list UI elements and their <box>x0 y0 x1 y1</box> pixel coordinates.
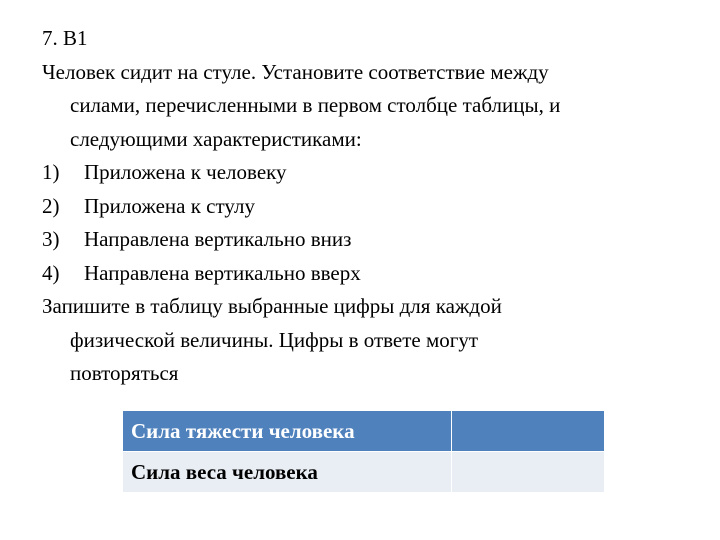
table-row <box>123 452 605 493</box>
option-number: 1) <box>42 160 60 184</box>
option-text: Направлена вертикально вверх <box>84 260 361 285</box>
intro-line: следующими характеристиками: <box>70 126 362 151</box>
intro-line: силами, перечисленными в первом столбце таблицы, и <box>70 93 561 117</box>
option-text: Приложена к человеку <box>84 160 287 184</box>
option-item <box>42 223 682 257</box>
option-text: Приложена к стулу <box>84 193 255 218</box>
option-text: Направлена вертикально вниз <box>84 227 352 251</box>
instruction-line: Запишите в таблицу выбранные цифры для каждой <box>42 294 502 318</box>
option-number: 4) <box>42 260 60 285</box>
task-number: 7. В1 <box>42 26 88 50</box>
option-item <box>42 190 682 224</box>
answer-cell[interactable] <box>452 452 605 493</box>
option-item <box>42 156 682 190</box>
row-label: Сила веса человека <box>123 452 452 493</box>
instruction-line: повторяться <box>70 361 179 385</box>
answer-cell[interactable] <box>452 411 605 452</box>
intro-line: Человек сидит на стуле. Установите соответствие между <box>42 59 549 84</box>
task-text <box>42 22 682 391</box>
option-item <box>42 257 682 291</box>
option-number: 2) <box>42 193 60 218</box>
instruction-line: физической величины. Цифры в ответе могут <box>70 327 479 352</box>
answer-table <box>122 410 605 493</box>
row-label: Сила тяжести человека <box>123 411 452 452</box>
option-number: 3) <box>42 227 60 251</box>
table-row <box>123 411 605 452</box>
